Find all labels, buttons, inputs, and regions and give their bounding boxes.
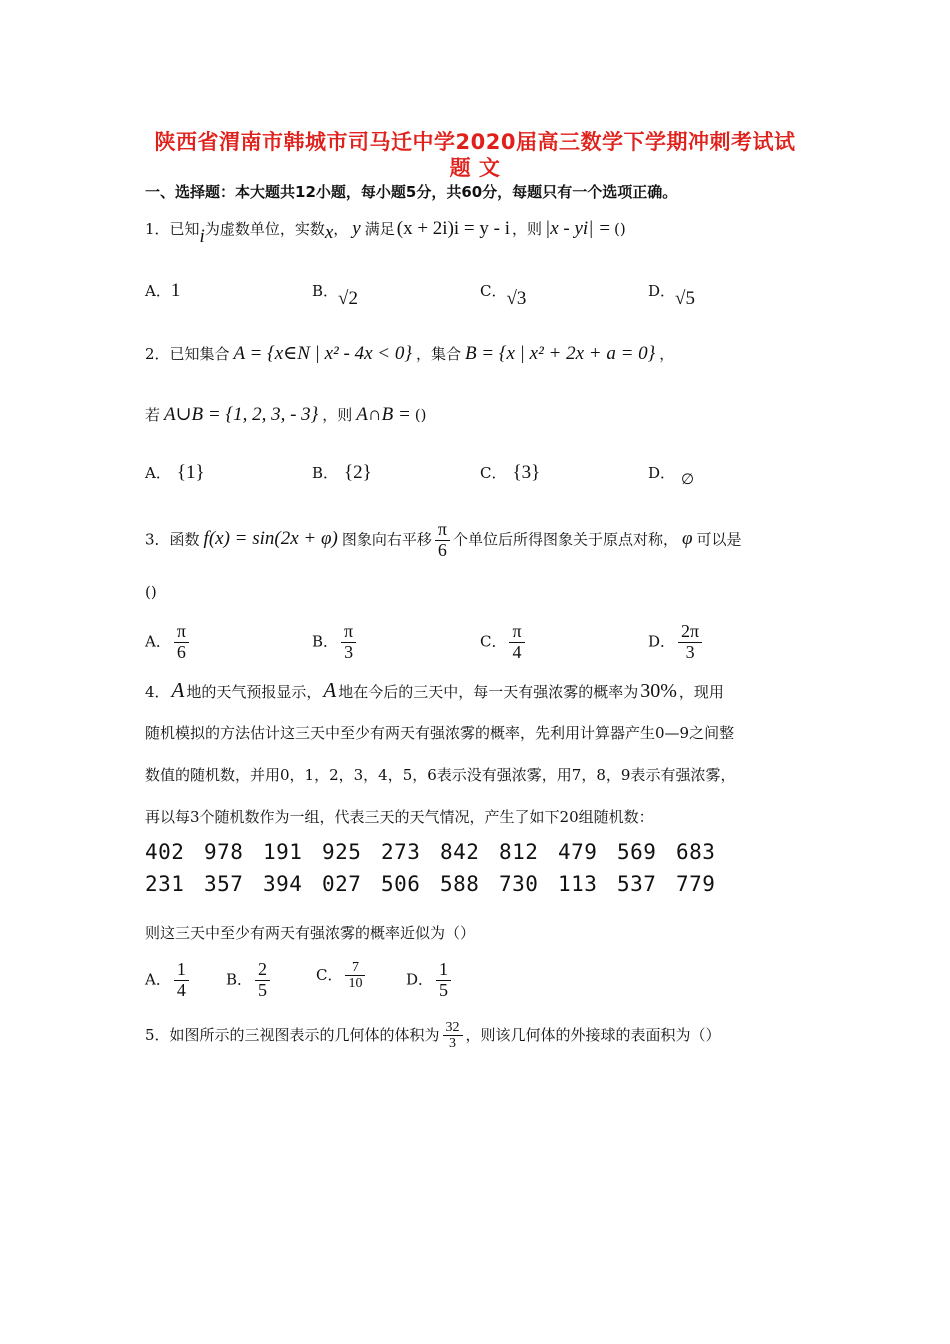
question-3: 3．函数 f(x) = sin(2x + φ) 图象向右平移 $\frac{\pi}{6}$ 个单位后所得图象关于原点对称， φ 可以是 — [145, 519, 742, 560]
question-4: 4．A 地的天气预报显示，A 地在今后的三天中，每一天有强浓雾的概率为 30% ，现用 — [145, 678, 724, 702]
question-3-paren: () — [145, 583, 157, 601]
q5-volume-fraction: $\frac{32}{3}$ — [443, 1020, 463, 1052]
question-2-condition: 若 A∪B = {1, 2, 3, - 3} ，则 A∩B = () — [145, 404, 427, 425]
q4-option-c[interactable]: C． $\frac{7}{10}$ — [316, 960, 368, 992]
random-number-row-1: 402 978 191 925 273 842 812 479 569 683 — [145, 840, 716, 864]
q1-option-c[interactable]: C．√3 — [480, 282, 527, 309]
q2-option-c[interactable]: C． {3} — [480, 462, 541, 483]
q3-option-d[interactable]: D． $\frac{2\pi}{3}$ — [648, 622, 705, 663]
q2-option-d[interactable]: D． ∅ — [648, 464, 695, 488]
q2-option-a[interactable]: A． {1} — [145, 462, 205, 483]
question-4-ask: 则这三天中至少有两天有强浓雾的概率近似为（） — [145, 924, 476, 942]
random-number-row-2: 231 357 394 027 506 588 730 113 537 779 — [145, 872, 716, 896]
q3-option-a[interactable]: A． $\frac{\pi}{6}$ — [145, 622, 192, 663]
q3-option-c[interactable]: C． $\frac{\pi}{4}$ — [480, 622, 528, 663]
q3-option-b[interactable]: B． $\frac{\pi}{3}$ — [312, 622, 359, 663]
question-4-line4: 再以每3个随机数作为一组，代表三天的天气情况，产生了如下20组随机数： — [145, 808, 654, 826]
q1-option-b[interactable]: B．√2 — [312, 282, 358, 309]
q4-option-a[interactable]: A． $\frac{1}{4}$ — [145, 960, 192, 1001]
question-4-line2: 随机模拟的方法估计这三天中至少有两天有强浓雾的概率，先利用计算器产生0—9之间整 — [145, 724, 735, 742]
document-title-line1: 陕西省渭南市韩城市司马迁中学2020届高三数学下学期冲刺考试试 — [154, 130, 796, 154]
q3-shift-fraction: $\frac{\pi}{6}$ — [435, 520, 450, 561]
q4-option-d[interactable]: D． $\frac{1}{5}$ — [406, 960, 454, 1001]
question-4-line3: 数值的随机数，并用0，1，2，3，4，5，6表示没有强浓雾，用7，8，9表示有强浓雾， — [145, 766, 736, 784]
q2-option-b[interactable]: B． {2} — [312, 462, 372, 483]
document-title-line2: 题 文 — [449, 156, 501, 180]
question-2: 2．已知集合 A = {x∈N | x² - 4x < 0} ，集合 B = {x | x² + 2x + a = 0} ， — [145, 343, 675, 364]
q4-option-b[interactable]: B． $\frac{2}{5}$ — [226, 960, 273, 1001]
question-1: 1．已知i为虚数单位，实数x， y 满足 (x + 2i)i = y - i ，则 |x - yi| = () — [145, 218, 626, 247]
question-5: 5．如图所示的三视图表示的几何体的体积为 $\frac{32}{3}$ ，则该几何体的外接球的表面积为（） — [145, 1020, 721, 1052]
q1-option-a[interactable]: A．1 — [145, 280, 181, 301]
q1-option-d[interactable]: D．√5 — [648, 282, 695, 309]
section-heading: 一、选择题：本大题共12小题，每小题5分，共60分，每题只有一个选项正确。 — [145, 183, 678, 201]
